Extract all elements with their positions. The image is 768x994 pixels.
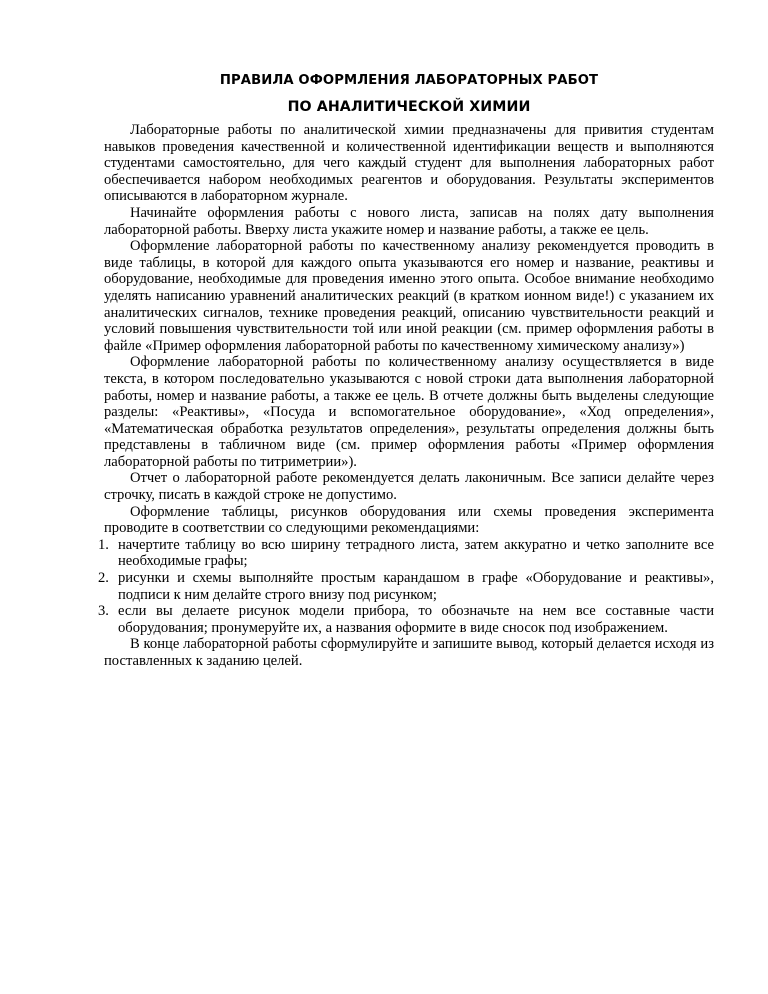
- list-item-number: 2.: [98, 570, 109, 587]
- paragraph-quantitative: Оформление лабораторной работы по количественному анализу осуществляется в виде текста, в котором последовательно указываются с новой строки дата выполнения лабораторной работы, номер и название работы, а также ее цель. В отчете должны быть выделены следующие разделы: «Реактивы», «Посуда и вспомогательное оборудование», «Ход определения», «Математическая обработка результатов определения», результаты определения должны быть представлены в табличном виде (см. пример оформления работы «Пример оформления лабораторной работы по титриметрии»).: [104, 354, 714, 470]
- list-item-number: 1.: [98, 536, 109, 553]
- list-item-number: 3.: [98, 603, 109, 620]
- document-title-line-1: ПРАВИЛА ОФОРМЛЕНИЯ ЛАБОРАТОРНЫХ РАБОТ: [219, 73, 599, 88]
- list-item: [98, 570, 714, 603]
- list-item: [98, 537, 714, 570]
- paragraph-qualitative: Оформление лабораторной работы по качественному анализу рекомендуется проводить в виде таблицы, в которой для каждого опыта указываются его номер и название, реактивы и оборудование, необходимые для проведения именно этого опыта. Особое внимание необходимо уделять написанию уравнений аналитических реакций (в кратком ионном виде!) с указанием их аналитических сигналов, технике проведения реакций, описанию чувствительности реакций и условий повышения чувствительности той или иной реакции (см. пример оформления работы в файле «Пример оформления лабораторной работы по качественному химическому анализу»): [104, 238, 714, 354]
- list-item: [98, 603, 714, 636]
- paragraph-intro: Лабораторные работы по аналитической химии предназначены для привития студентам навыков проведения качественной и количественной идентификации веществ и выполняются студентами самостоятельно, для чего каждый студент для выполнения лабораторных работ обеспечивается набором необходимых реагентов и оборудования. Результаты экспериментов описываются в лабораторном журнале.: [104, 122, 714, 205]
- recommendations-list: [98, 536, 714, 637]
- paragraph-report: Отчет о лабораторной работе рекомендуется делать лаконичным. Все записи делайте через строчку, писать в каждой строке не допустимо.: [104, 470, 714, 504]
- list-item-text: если вы делаете рисунок модели прибора, то обозначьте на нем все составные части оборудования; пронумеруйте их, а названия оформите в виде сносок под изображением.: [118, 603, 714, 636]
- paragraph-start-sheet: Начинайте оформления работы с нового листа, записав на полях дату выполнения лабораторной работы. Вверху листа укажите номер и название работы, а также ее цель.: [104, 204, 714, 238]
- list-item-text: рисунки и схемы выполняйте простым карандашом в графе «Оборудование и реактивы», подписи к ним делайте строго внизу под рисунком;: [118, 570, 714, 603]
- paragraph-recommendations: Оформление таблицы, рисунков оборудования или схемы проведения эксперимента проводите в соответствии со следующими рекомендациями:: [104, 503, 714, 537]
- document-page: [98, 70, 714, 670]
- list-item-text: начертите таблицу во всю ширину тетрадного листа, затем аккуратно и четко заполните все необходимые графы;: [118, 536, 714, 570]
- paragraph-conclusion: В конце лабораторной работы сформулируйте и запишите вывод, который делается исходя из поставленных к заданию целей.: [104, 636, 714, 669]
- document-title-line-2: ПО АНАЛИТИЧЕСКОЙ ХИМИИ: [287, 99, 531, 115]
